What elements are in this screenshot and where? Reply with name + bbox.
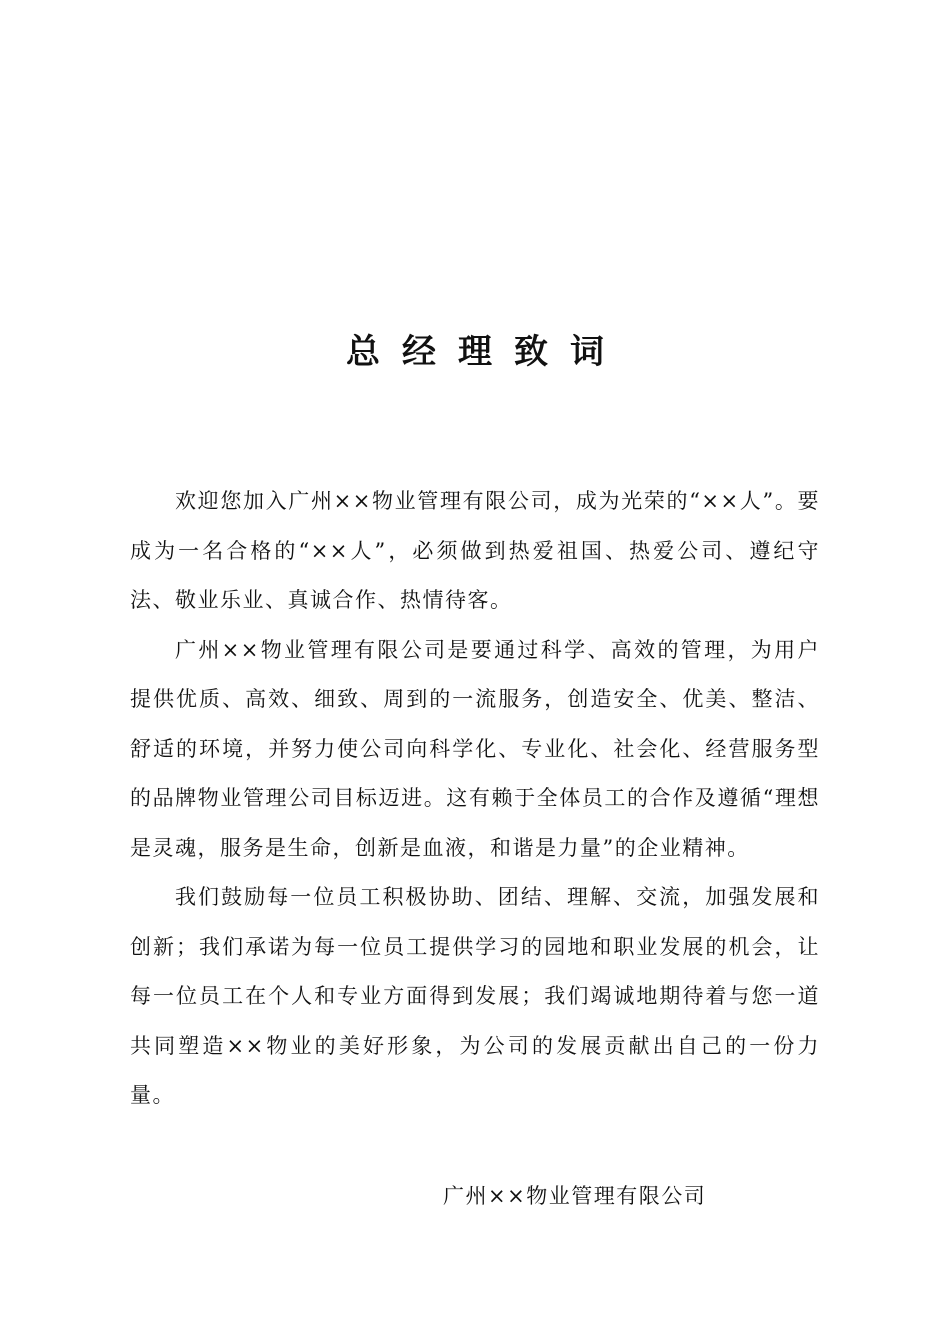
paragraph-mission: 广州××物业管理有限公司是要通过科学、高效的管理，为用户提供优质、高效、细致、周到的一流服务，创造安全、优美、整洁、舒适的环境，并努力使公司向科学化、专业化、社会化、经营服务型的品牌物业管理公司目标迈进。这有赖于全体员工的合作及遵循“理想是灵魂，服务是生命，创新是血液，和谐是力量”的企业精神。 <box>130 637 820 860</box>
page-title: 总经理致词 <box>346 332 626 372</box>
letter-body <box>130 477 820 1121</box>
company-signature: 广州××物业管理有限公司 <box>443 1184 707 1208</box>
paragraph-welcome: 欢迎您加入广州××物业管理有限公司，成为光荣的“××人”。要成为一名合格的“××人”，必须做到热爱祖国、热爱公司、遵纪守法、敬业乐业、真诚合作、热情待客。 <box>130 489 820 612</box>
paragraph-commitment: 我们鼓励每一位员工积极协助、团结、理解、交流，加强发展和创新；我们承诺为每一位员工提供学习的园地和职业发展的机会，让每一位员工在个人和专业方面得到发展；我们竭诚地期待着与您一道共同塑造××物业的美好形象，为公司的发展贡献出自己的一份力量。 <box>130 885 820 1107</box>
